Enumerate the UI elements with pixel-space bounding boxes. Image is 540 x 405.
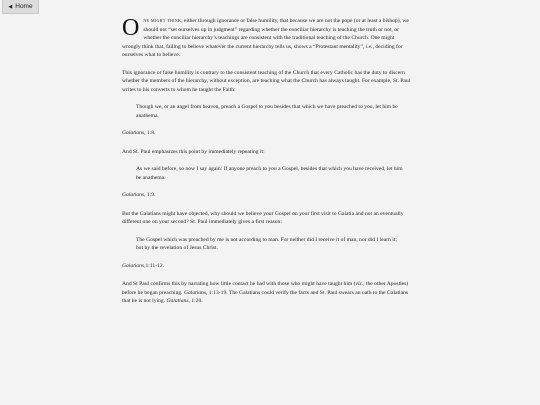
paragraph-duty: This ignorance or false humility is contrary to the consistent teaching of the Church that every Catholic has the duty to discern whether the members of the hierarchy, without exception, are teaching what the Church has always taught. For example, St. Paul writes to his converts to whom he taught the Faith: (122, 69, 411, 93)
paragraph-confirmation: And St Paul confirms this by narrating how little contact he had with those who might have taught him (viz., the other Apostles) before he began preaching. Galatians, 1:13-19. The Galatians could verify the facts and St. Paul swears an oath to the Galatians that he is not lying. Galatians, 1:20. (122, 281, 409, 304)
home-button[interactable] (2, 0, 39, 14)
paragraph-objection: But the Galatians might have objected, why should we believe your Gospel on your first visit to Galatia and not an eventually different one on your second? St. Paul immediately gives a first reason: (122, 210, 404, 225)
citation-galatians-1-11: Galatians,1:11-12. (122, 262, 165, 269)
quote-galatians-1-8: Though we, or an angel from heaven, preach a Gospel to you besides that which we have preached to you, let him be anathema. (136, 104, 398, 119)
home-label: Home (15, 3, 33, 10)
paragraph-repeat: And St. Paul emphasizes this point by immediately repeating it: (122, 148, 265, 155)
left-arrow-icon: ◀ (8, 3, 13, 10)
article-body (122, 17, 414, 315)
citation-galatians-1-8: Galatians, 1:8. (122, 130, 156, 136)
drop-cap: O (122, 15, 140, 41)
quote-galatians-1-9: As we said before, so now I say again: If anyone preach to you a Gospel, besides that which you have received, let him be anathema. (136, 166, 403, 181)
citation-galatians-1-9: Galatians, 1:9. (122, 192, 156, 198)
paragraph-intro: One might think, either through ignorance or false humility, that because we are not the pope (or at least a bishop), we should not “set ourselves up in judgment” regarding whether the conciliar hierarchy is teaching the truth or not, or whether the conciliar hierarchy’s teachings are consistent with the traditional teaching of the Church. One might wrongly think that, failing to believe whatever the current hierarchy tells us, shows a “Protestant mentality”, i.e., deciding for ourselves what to believe. (122, 15, 409, 58)
quote-galatians-1-11: The Gospel which was preached by me is not according to man. For neither did I receive it of man, nor did I learn it; but by the revelation of Jesus Christ. (136, 236, 397, 251)
